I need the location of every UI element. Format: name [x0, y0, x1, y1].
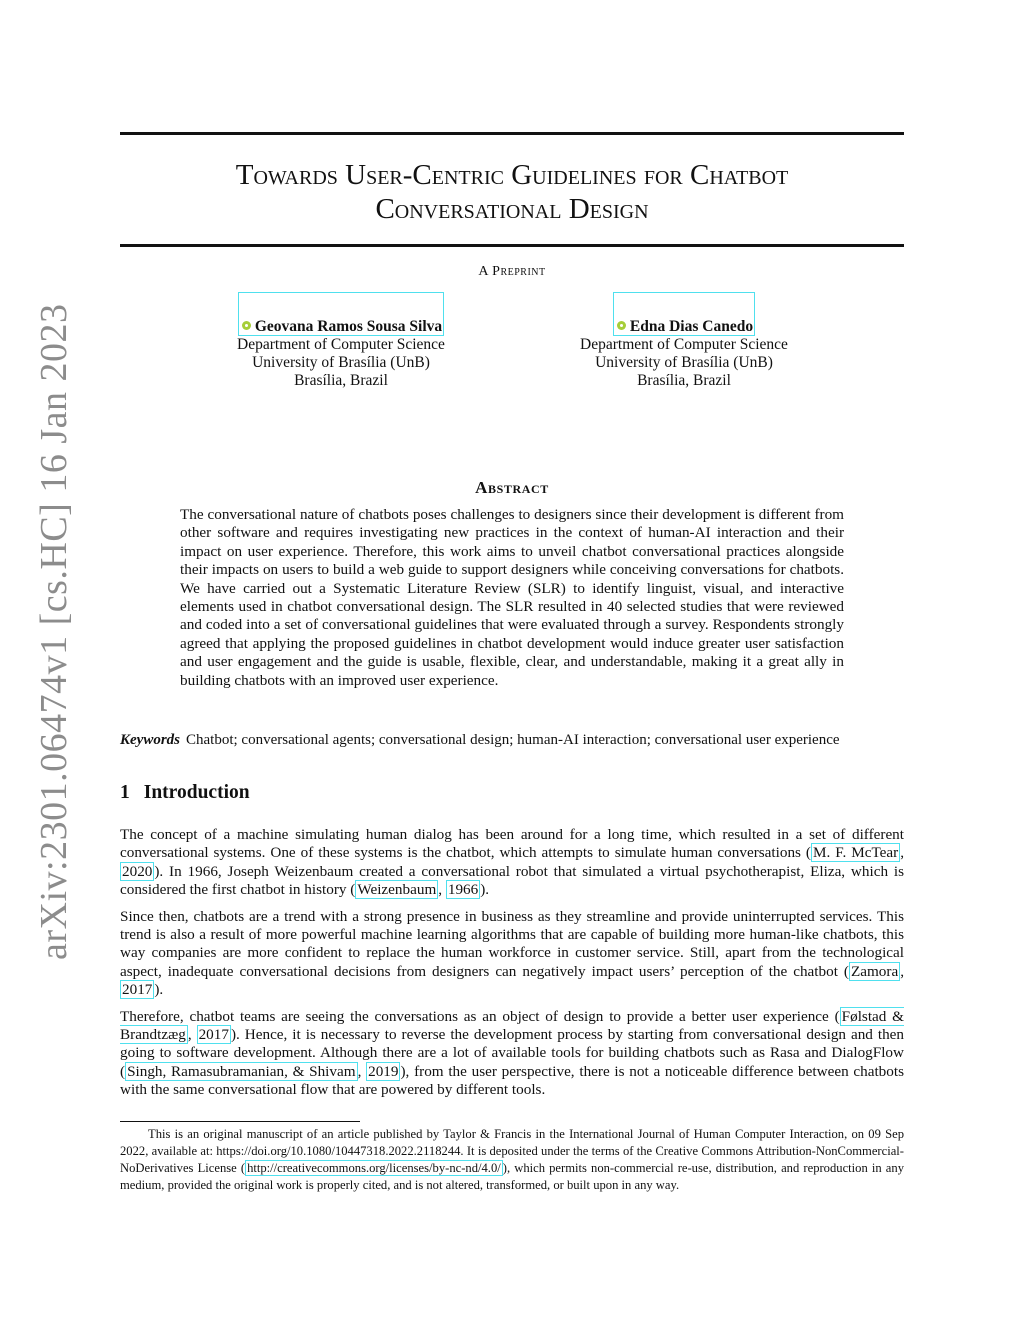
citation-link[interactable]: Singh, Ramasubramanian, & Shivam	[127, 1062, 356, 1080]
citation-link[interactable]: Zamora	[850, 962, 899, 980]
author-name: Edna Dias Canedo	[629, 318, 754, 335]
keywords-label: Keywords	[120, 732, 180, 748]
citation-link[interactable]: Weizenbaum	[357, 881, 437, 899]
author-name: Geovana Ramos Sousa Silva	[254, 318, 443, 335]
section-number: 1	[120, 782, 130, 803]
paper-title	[120, 158, 904, 226]
author-university: University of Brasília (UnB)	[595, 354, 773, 371]
citation-link[interactable]: 1966	[447, 881, 479, 899]
keywords	[120, 732, 910, 749]
author-block-1	[226, 292, 456, 390]
title-line-1: Towards User-Centric Guidelines for Chatbot	[235, 159, 789, 191]
citation-link[interactable]: 2017	[122, 981, 153, 999]
paragraph-2: Since then, chatbots are a trend with a strong presence in business as they streamline and provide uninterrupted services. This trend is also a result of more powerful machine learning algorithms that are capable of building more human-like chatbots, this way companies are more confident to replace the human workforce in customer service. Still, apart from the technological aspect, inadequate conversational decisions from designers can negatively impact users’ perception of the chatbot ( Zamora , 2017 ).	[120, 907, 904, 999]
author-link-1[interactable]	[238, 292, 444, 336]
abstract-heading: Abstract	[475, 478, 549, 497]
preprint-label: A Preprint	[478, 264, 546, 279]
author-university: University of Brasília (UnB)	[252, 354, 430, 371]
citation-link[interactable]: 2017	[198, 1026, 229, 1044]
author-location: Brasília, Brazil	[294, 372, 388, 389]
footnote-rule	[120, 1121, 360, 1122]
arxiv-identifier[interactable]: arXiv:2301.06474v1 [cs.HC] 16 Jan 2023	[33, 303, 75, 960]
title-line-2: Conversational Design	[375, 193, 649, 225]
author-link-2[interactable]	[613, 292, 755, 336]
keywords-text: Chatbot; conversational agents; conversational design; human-AI interaction; conversational user experience	[186, 732, 840, 748]
author-department: Department of Computer Science	[237, 336, 445, 353]
citation-link[interactable]: Følstad & Brandtzæg	[120, 1007, 904, 1044]
title-top-rule	[120, 132, 904, 135]
orcid-icon[interactable]	[242, 321, 251, 330]
citation-link[interactable]: 2019	[368, 1062, 399, 1080]
orcid-icon[interactable]	[617, 321, 626, 330]
citation-link[interactable]: 2020	[122, 862, 153, 880]
title-bottom-rule	[120, 244, 904, 247]
abstract-text: The conversational nature of chatbots poses challenges to designers since their development is different from other software and requires investigating new practices in the context of human-AI interaction and their impact on user experience. Therefore, this work aims to unveil chatbot conversational practices alongside their impacts on users to build a web guide to support designers while conceiving conversations for chatbots. We have carried out a Systematic Literature Review (SLR) to identify linguist, visual, and interactive elements used in chatbot conversational design. The SLR resulted in 40 selected studies that were reviewed and coded into a set of conversational guidelines that were evaluated through a survey. Respondents strongly agreed that applying the proposed guidelines in chatbot development would induce greater user satisfaction and user engagement and the guide is usable, flexible, clear, and understandable, making it a great ally in building chatbots with an improved user experience.	[180, 506, 844, 689]
footnote: This is an original manuscript of an article published by Taylor & Francis in the International Journal of Human Computer Interaction, on 09 Sep 2022, available at: https://doi.org/10.1080/10447318.2022.2118244. It is deposited under the terms of the Creative Commons Attribution-NonCommercial-NoDerivatives License ( http://creativecommons.org/licenses/by-nc-nd/4.0/ ), which permits non-commercial re-use, distribution, and reproduction in any medium, provided the original work is properly cited, and is not altered, transformed, or built upon in any way.	[120, 1127, 904, 1192]
paragraph-1: The concept of a machine simulating human dialog has been around for a long time, which resulted in a set of different conversational systems. One of these systems is the chatbot, which attempts to simulate human conversations ( M. F. McTear , 2020 ). In 1966, Joseph Weizenbaum created a conversational robot that simulated a virtual psychotherapist, Eliza, which is considered the first chatbot in history ( Weizenbaum , 1966 ).	[120, 826, 905, 899]
paragraph-3: Therefore, chatbot teams are seeing the conversations as an object of design to provide a better user experience ( Følstad & Brandtzæg , 2017 ). Hence, it is necessary to reverse the development process by starting from conversational design and then going to software development. Although there are a lot of available tools for building chatbots such as Rasa and DialogFlow ( Singh, Ramasubramanian, & Shivam , 2019 ), from the user perspective, there is not a noticeable difference between chatbots with the same conversational flow that are powered by different tools.	[120, 1007, 905, 1099]
author-location: Brasília, Brazil	[637, 372, 731, 389]
author-block-2	[566, 292, 802, 390]
section-heading	[120, 782, 250, 804]
citation-link[interactable]: M. F. McTear	[812, 844, 899, 862]
section-title: Introduction	[143, 782, 250, 803]
introduction-body	[120, 826, 904, 1108]
license-link[interactable]: http://creativecommons.org/licenses/by-nc-nd/4.0/	[247, 1161, 501, 1175]
author-department: Department of Computer Science	[580, 336, 788, 353]
